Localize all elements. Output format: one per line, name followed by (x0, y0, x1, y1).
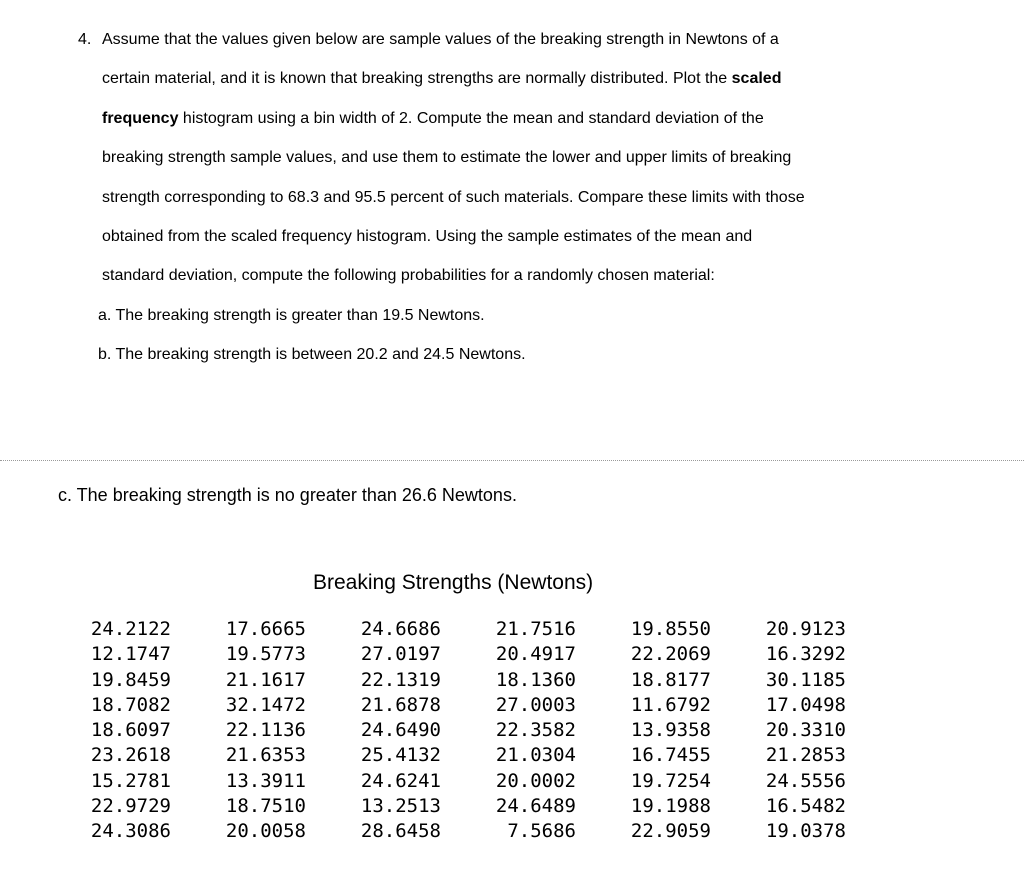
question-number: 4. (78, 31, 92, 48)
table-title: Breaking Strengths (Newtons) (313, 571, 594, 594)
table-cell: 20.9123 (765, 618, 846, 640)
table-cell: 18.7082 (90, 693, 171, 716)
table-cell: 23.2618 (90, 744, 171, 767)
table-cell: 18.6097 (90, 719, 171, 742)
part-c: c. The breaking strength is no greater than 26.6 Newtons. (58, 485, 517, 505)
table-cell: 20.4917 (495, 643, 576, 666)
question-text: obtained from the scaled frequency histogram. Using the sample estimates of the mean and (102, 228, 753, 245)
question-text-bold: scaled (731, 70, 782, 87)
table-cell: 7.5686 (507, 820, 576, 843)
table-cell: 11.6792 (630, 693, 711, 716)
table-cell: 24.6489 (495, 795, 576, 818)
question-text: standard deviation, compute the following probabilities for a randomly chosen material: (102, 267, 715, 284)
table-cell: 21.2853 (765, 744, 846, 767)
part-b: b. The breaking strength is between 20.2 and 24.5 Newtons. (98, 346, 526, 363)
table-cell: 32.1472 (225, 693, 306, 716)
table-cell: 17.6665 (225, 618, 306, 640)
table-cell: 16.5482 (765, 795, 846, 818)
table-cell: 21.1617 (225, 668, 306, 691)
table-cell: 19.5773 (225, 643, 306, 666)
table-cell: 20.3310 (765, 719, 846, 742)
table-cell: 16.7455 (630, 744, 711, 767)
question-line (102, 29, 779, 51)
question-line (102, 68, 781, 90)
table-cell: 19.7254 (630, 769, 711, 792)
table-cell: 20.0002 (495, 769, 576, 792)
table-cell: 13.2513 (360, 795, 441, 818)
question-line (102, 226, 752, 248)
table-cell: 24.3086 (90, 820, 171, 843)
table-cell: 22.1319 (360, 668, 441, 691)
table-cell: 19.8459 (90, 668, 171, 691)
question-text-bold: frequency (102, 110, 179, 127)
table-cell: 24.6241 (360, 769, 441, 792)
table-cell: 22.9059 (630, 820, 711, 843)
table-cell: 12.1747 (90, 643, 171, 666)
table-cell: 21.0304 (495, 744, 576, 767)
question-line (102, 147, 791, 169)
part-a: a. The breaking strength is greater than 19.5 Newtons. (98, 307, 485, 324)
table-cell: 22.2069 (630, 643, 711, 666)
table-cell: 18.8177 (630, 668, 711, 691)
table-cell: 24.2122 (90, 618, 171, 640)
table-cell: 17.0498 (765, 693, 846, 716)
table-cell: 28.6458 (360, 820, 441, 843)
question-line (102, 108, 764, 130)
table-cell: 22.3582 (495, 719, 576, 742)
table-cell: 19.8550 (630, 618, 711, 640)
table-cell: 13.9358 (630, 719, 711, 742)
table-cell: 22.9729 (90, 795, 171, 818)
data-table (74, 617, 884, 845)
table-cell: 21.6878 (360, 693, 441, 716)
table-cell: 13.3911 (225, 769, 306, 792)
table-cell: 19.0378 (765, 820, 846, 843)
table-cell: 27.0003 (495, 693, 576, 716)
table-cell: 18.1360 (495, 668, 576, 691)
table-cell: 22.1136 (225, 719, 306, 742)
question-text: strength corresponding to 68.3 and 95.5 percent of such materials. Compare these limits with those (102, 189, 805, 206)
table-cell: 24.5556 (765, 769, 846, 792)
table-cell: 21.6353 (225, 744, 306, 767)
table-cell: 24.6490 (360, 719, 441, 742)
table-cell: 19.1988 (630, 795, 711, 818)
table-cell: 20.0058 (225, 820, 306, 843)
table-cell: 27.0197 (360, 643, 441, 666)
table-cell: 30.1185 (765, 668, 846, 691)
table-cell: 18.7510 (225, 795, 306, 818)
table-cell: 25.4132 (360, 744, 441, 767)
table-cell: 16.3292 (765, 643, 846, 666)
question-line (102, 187, 805, 209)
question-text: certain material, and it is known that breaking strengths are normally distributed. Plot the (102, 70, 732, 87)
table-cell: 21.7516 (495, 618, 576, 640)
question-text: breaking strength sample values, and use them to estimate the lower and upper limits of breaking (102, 149, 792, 166)
question-text: histogram using a bin width of 2. Compute the mean and standard deviation of the (178, 110, 764, 127)
table-cell: 24.6686 (360, 618, 441, 640)
table-cell: 15.2781 (90, 769, 171, 792)
question-line (102, 265, 715, 287)
question-text: Assume that the values given below are sample values of the breaking strength in Newtons of a (102, 31, 779, 48)
page-divider (0, 460, 1024, 461)
